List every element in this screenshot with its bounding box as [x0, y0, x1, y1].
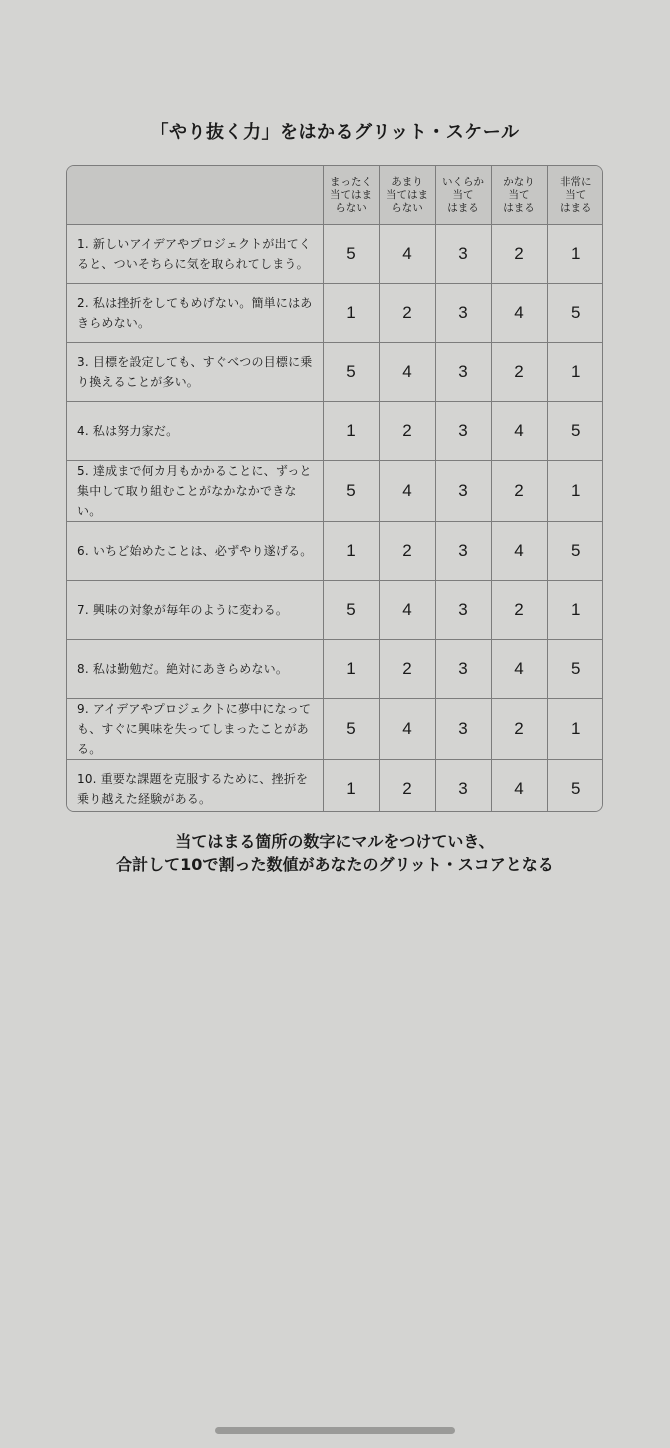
table-row [67, 225, 603, 284]
score-cell[interactable]: 3 [435, 461, 491, 522]
score-cell[interactable]: 2 [379, 284, 435, 343]
score-cell[interactable]: 3 [435, 402, 491, 461]
score-cell[interactable]: 3 [435, 284, 491, 343]
score-cell[interactable]: 2 [491, 343, 547, 402]
header-cell-blank [67, 166, 323, 225]
question-text: 7. 興味の対象が毎年のように変わる。 [67, 581, 323, 640]
question-text: 3. 目標を設定しても、すぐべつの目標に乗り換えることが多い。 [67, 343, 323, 402]
table-row [67, 581, 603, 640]
score-cell[interactable]: 4 [491, 284, 547, 343]
score-cell[interactable]: 2 [379, 640, 435, 699]
score-cell[interactable]: 2 [491, 699, 547, 760]
score-cell[interactable]: 3 [435, 343, 491, 402]
score-cell[interactable]: 2 [491, 225, 547, 284]
instructions-line-1: 当てはまる箇所の数字にマルをつけていき、 [175, 832, 495, 851]
score-cell[interactable]: 1 [547, 343, 603, 402]
score-cell[interactable]: 5 [547, 284, 603, 343]
score-cell[interactable]: 4 [379, 699, 435, 760]
header-cell-not-much: あまり 当てはま らない [379, 166, 435, 225]
page-title: 「やり抜く力」をはかるグリット・スケール [150, 122, 520, 143]
score-cell[interactable]: 5 [323, 225, 379, 284]
score-cell[interactable]: 4 [379, 581, 435, 640]
score-cell[interactable]: 4 [379, 461, 435, 522]
instructions-line-2: 合計して10で割った数値があなたのグリット・スコアとなる [116, 855, 554, 874]
score-cell[interactable]: 3 [435, 760, 491, 813]
question-text: 2. 私は挫折をしてもめげない。簡単にはあきらめない。 [67, 284, 323, 343]
instructions-text [0, 830, 670, 876]
table-row [67, 640, 603, 699]
score-cell[interactable]: 3 [435, 522, 491, 581]
score-cell[interactable]: 4 [491, 760, 547, 813]
header-cell-somewhat: いくらか 当て はまる [435, 166, 491, 225]
header-cell-not-at-all: まったく 当てはま らない [323, 166, 379, 225]
score-cell[interactable]: 2 [379, 522, 435, 581]
score-cell[interactable]: 5 [547, 760, 603, 813]
score-cell[interactable]: 2 [491, 581, 547, 640]
header-cell-very-much: 非常に 当て はまる [547, 166, 603, 225]
score-cell[interactable]: 2 [379, 402, 435, 461]
question-text: 1. 新しいアイデアやプロジェクトが出てくると、ついそちらに気を取られてしまう。 [67, 225, 323, 284]
table-row [67, 522, 603, 581]
table-row [67, 760, 603, 813]
score-cell[interactable]: 1 [547, 461, 603, 522]
score-cell[interactable]: 4 [491, 640, 547, 699]
question-text: 6. いちど始めたことは、必ずやり遂げる。 [67, 522, 323, 581]
score-cell[interactable]: 2 [379, 760, 435, 813]
question-text: 4. 私は努力家だ。 [67, 402, 323, 461]
score-cell[interactable]: 5 [323, 461, 379, 522]
header-cell-mostly: かなり 当て はまる [491, 166, 547, 225]
table-row [67, 699, 603, 760]
table-row [67, 343, 603, 402]
score-cell[interactable]: 1 [547, 225, 603, 284]
table-row [67, 402, 603, 461]
score-cell[interactable]: 4 [491, 522, 547, 581]
home-indicator[interactable] [215, 1427, 455, 1434]
score-cell[interactable]: 1 [323, 284, 379, 343]
question-text: 5. 達成まで何カ月もかかることに、ずっと集中して取り組むことがなかなかできない。 [67, 461, 323, 522]
question-text: 8. 私は勤勉だ。絶対にあきらめない。 [67, 640, 323, 699]
score-cell[interactable]: 2 [491, 461, 547, 522]
score-cell[interactable]: 1 [323, 402, 379, 461]
score-cell[interactable]: 1 [323, 640, 379, 699]
score-cell[interactable]: 1 [323, 760, 379, 813]
score-cell[interactable]: 1 [547, 699, 603, 760]
question-text: 9. アイデアやプロジェクトに夢中になっても、すぐに興味を失ってしまったことがある。 [67, 699, 323, 760]
score-cell[interactable]: 5 [323, 581, 379, 640]
score-cell[interactable]: 3 [435, 225, 491, 284]
score-cell[interactable]: 3 [435, 640, 491, 699]
table-row [67, 461, 603, 522]
score-cell[interactable]: 3 [435, 699, 491, 760]
score-cell[interactable]: 4 [379, 225, 435, 284]
question-text: 10. 重要な課題を克服するために、挫折を乗り越えた経験がある。 [67, 760, 323, 813]
score-cell[interactable]: 5 [323, 343, 379, 402]
score-cell[interactable]: 5 [547, 522, 603, 581]
score-cell[interactable]: 4 [379, 343, 435, 402]
score-cell[interactable]: 5 [323, 699, 379, 760]
score-cell[interactable]: 1 [547, 581, 603, 640]
table-row [67, 284, 603, 343]
table-header-row [67, 166, 603, 225]
grit-scale-table [66, 165, 603, 812]
score-cell[interactable]: 5 [547, 402, 603, 461]
score-cell[interactable]: 3 [435, 581, 491, 640]
score-cell[interactable]: 1 [323, 522, 379, 581]
score-cell[interactable]: 5 [547, 640, 603, 699]
score-cell[interactable]: 4 [491, 402, 547, 461]
